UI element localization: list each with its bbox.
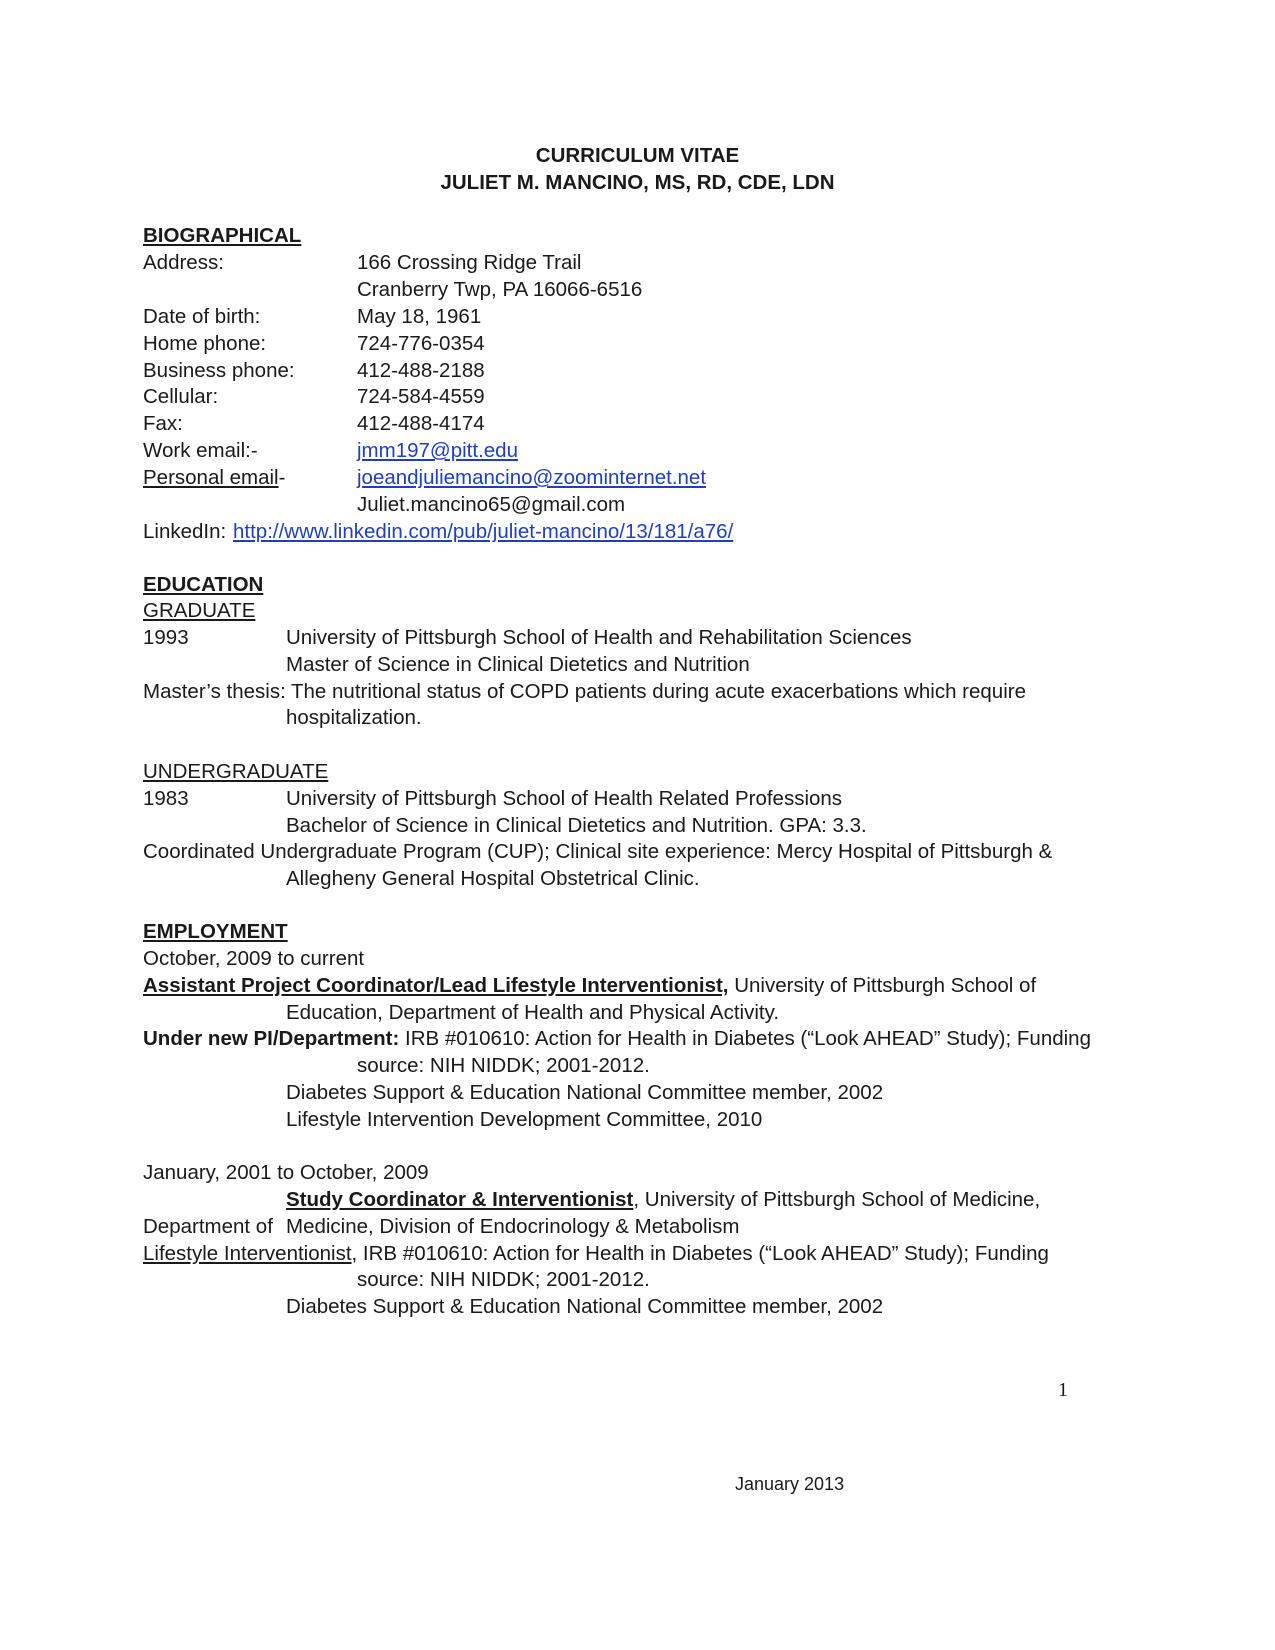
graduate-degree: Master of Science in Clinical Dietetics and Nutrition [286, 653, 750, 676]
job2-funding-source: source: NIH NIDDK; 2001-2012. [357, 1268, 650, 1291]
undergraduate-degree: Bachelor of Science in Clinical Dietetics and Nutrition. GPA: 3.3. [286, 814, 867, 837]
job1-org-line1: University of Pittsburgh School of [728, 974, 1037, 997]
undergraduate-school: University of Pittsburgh School of Health Related Professions [286, 787, 843, 810]
thesis-label: Master’s thesis: [143, 680, 286, 703]
fax-label: Fax: [143, 412, 183, 435]
job2-role-row [143, 1240, 1049, 1267]
subheading-graduate: GRADUATE [143, 599, 256, 622]
job2-title-rest: , University of Pittsburgh School of Medicine, [633, 1188, 1041, 1211]
personal-email-link[interactable]: joeandjuliemancino@zoominternet.net [357, 466, 707, 489]
personal-email-label-row [143, 464, 285, 491]
personal-email-secondary: Juliet.mancino65@gmail.com [357, 493, 626, 516]
job2-dates: January, 2001 to October, 2009 [143, 1161, 429, 1184]
job1-pi-text: IRB #010610: Action for Health in Diabetes (“Look AHEAD” Study); Funding [399, 1027, 1091, 1050]
job1-title: Assistant Project Coordinator/Lead Lifestyle Interventionist, [143, 974, 729, 997]
dob-value: May 18, 1961 [357, 305, 482, 328]
home-phone-value: 724-776-0354 [357, 332, 485, 355]
job2-role-rest: , IRB #010610: Action for Health in Diabetes (“Look AHEAD” Study); Funding [351, 1242, 1049, 1265]
section-heading-education: EDUCATION [143, 573, 264, 596]
job1-pi-row [143, 1025, 1091, 1052]
job1-pi-label: Under new PI/Department: [143, 1027, 400, 1050]
home-phone-label: Home phone: [143, 332, 267, 355]
job1-title-row [143, 972, 1036, 999]
section-heading-biographical: BIOGRAPHICAL [143, 224, 302, 247]
work-email-link[interactable]: jmm197@pitt.edu [357, 439, 518, 462]
job1-dates: October, 2009 to current [143, 947, 365, 970]
document-title: CURRICULUM VITAE [535, 144, 740, 167]
job2-committee1: Diabetes Support & Education National Committee member, 2002 [286, 1295, 884, 1318]
thesis-line1: The nutritional status of COPD patients during acute exacerbations which require [291, 680, 1026, 703]
address-line2: Cranberry Twp, PA 16066-6516 [357, 278, 643, 301]
job1-committee2: Lifestyle Intervention Development Committee, 2010 [286, 1108, 763, 1131]
business-phone-value: 412-488-2188 [357, 359, 485, 382]
dob-label: Date of birth: [143, 305, 261, 328]
job2-role: Lifestyle Interventionist [143, 1242, 352, 1265]
job1-org-line2: Education, Department of Health and Physical Activity. [286, 1001, 780, 1024]
job2-dept-text: Medicine, Division of Endocrinology & Metabolism [286, 1215, 740, 1238]
personal-email-label: Personal email [143, 466, 279, 489]
undergraduate-program-line1: Coordinated Undergraduate Program (CUP); Clinical site experience: Mercy Hospital of Pittsburgh & [143, 840, 1053, 863]
linkedin-label: LinkedIn: [143, 520, 227, 543]
subheading-undergraduate: UNDERGRADUATE [143, 760, 329, 783]
fax-value: 412-488-4174 [357, 412, 485, 435]
job1-funding-source: source: NIH NIDDK; 2001-2012. [357, 1054, 650, 1077]
job1-committee1: Diabetes Support & Education National Committee member, 2002 [286, 1081, 884, 1104]
address-label: Address: [143, 251, 224, 274]
linkedin-link[interactable]: http://www.linkedin.com/pub/juliet-mancino/13/181/a76/ [233, 520, 734, 543]
job2-title: Study Coordinator & Interventionist [286, 1188, 634, 1211]
undergraduate-program-line2: Allegheny General Hospital Obstetrical Clinic. [286, 867, 700, 890]
business-phone-label: Business phone: [143, 359, 295, 382]
page-number: 1 [1058, 1379, 1068, 1401]
address-line1: 166 Crossing Ridge Trail [357, 251, 582, 274]
undergraduate-year: 1983 [143, 787, 189, 810]
graduate-school: University of Pittsburgh School of Health and Rehabilitation Sciences [286, 626, 912, 649]
cellular-value: 724-584-4559 [357, 385, 485, 408]
personal-email-dash: - [278, 466, 286, 489]
section-heading-employment: EMPLOYMENT [143, 920, 288, 943]
thesis-line2: hospitalization. [286, 706, 422, 729]
job2-title-row [286, 1186, 1040, 1213]
footer-date: January 2013 [735, 1474, 845, 1494]
work-email-label: Work email:- [143, 439, 258, 462]
job2-dept-label: Department of [143, 1215, 273, 1238]
graduate-year: 1993 [143, 626, 189, 649]
cellular-label: Cellular: [143, 385, 219, 408]
person-name: JULIET M. MANCINO, MS, RD, CDE, LDN [440, 171, 835, 194]
